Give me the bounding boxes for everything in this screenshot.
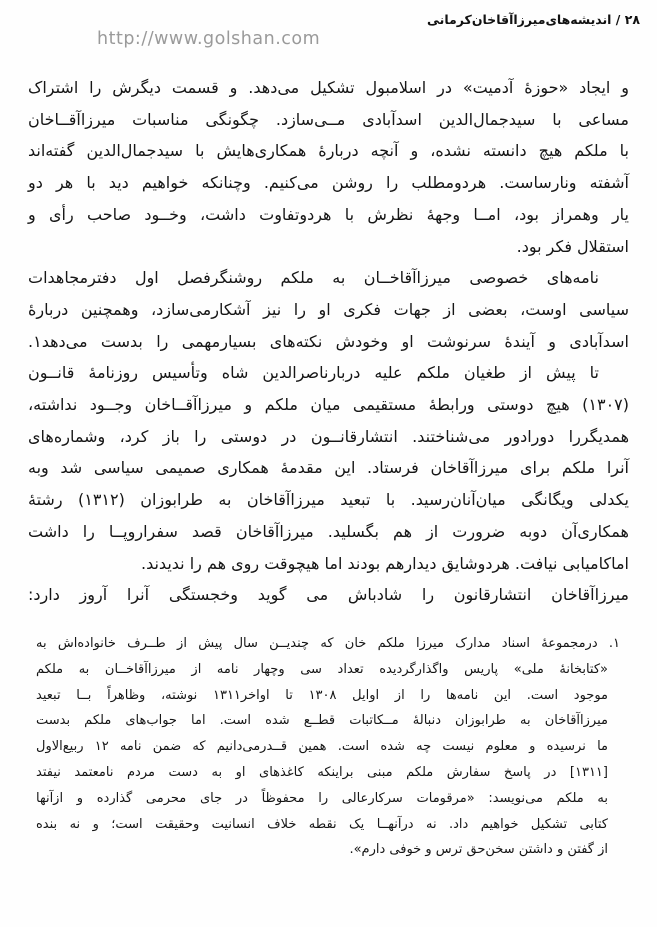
body-line: آشفته ونارساست. هردومطلب را روشن می‌کنیم. وچنانکه خواهیم دید با هر دو bbox=[28, 173, 629, 193]
body-line: میرزاآقاخان انتشارقانون را شادباش می گوید وخجستگی آنرا آروز دارد: bbox=[28, 585, 629, 605]
body-line: مساعی با سیدجمال‌الدین اسدآبادی مــی‌سازد. چگونگی مناسبات میرزاآقــاخان bbox=[28, 109, 629, 129]
footnote-line: به ملکم می‌نویسد: «مرقومات سرکارعالی را محفوظاً در جای محرمی گذارده و ازآنها bbox=[36, 790, 608, 806]
paragraph-2 bbox=[28, 262, 629, 357]
body-line: آنرا ملکم برای میرزاآقاخان فرستاد. این مقدمهٔ همکاری صمیمی سیاسی شد وبه bbox=[28, 458, 629, 478]
footnote-line: ما نرسیده و معلوم نیست چه شده است. همین قــدرمی‌دانیم که ضمن نامه ۱۲ ربیع‌الاول bbox=[36, 739, 608, 755]
body-line: اماکامیابی نیافت. هردوشایق دیدارهم بودند اما هیچوقت روی هم را ندیدند. bbox=[140, 553, 629, 573]
running-head: ۲۸ / اندیشه‌های‌میرزاآقاخان‌کرمانی bbox=[427, 12, 640, 27]
body-line: نامه‌های خصوصی میرزاآقاخــان به ملکم روشنگرفصل اول دفترمجاهدات bbox=[28, 268, 599, 288]
paragraph-1 bbox=[28, 72, 629, 262]
body-line: استقلال فکر بود. bbox=[516, 236, 629, 256]
body-line: یکدلی ویگانگی میان‌آنان‌رسید. با تبعید میرزاآقاخان به طرابوزان (۱۳۱۲) رشتهٔ bbox=[28, 490, 629, 510]
footnote bbox=[36, 631, 620, 863]
footnote-line: میرزاآقاخان به طرابوزان دنبالهٔ مــکاتبات قطــع شده است. اما جواب‌های ملکم بدست bbox=[36, 713, 608, 729]
paragraph-3 bbox=[28, 357, 629, 579]
body-line: و ایجاد «حوزهٔ آدمیت» در اسلامبول تشکیل می‌دهد. و قسمت دیگرش را اشتراک bbox=[28, 78, 629, 97]
footnote-line: کتابی تشکیل خواهیم داد. نه درآنهــا یک نقطه خلاف انسانیت وحقیقت است؛ و نه بنده bbox=[36, 816, 608, 832]
footnote-line: «کتابخانهٔ ملی» پاریس واگذارگردیده تعداد سی وچهار نامه از میرزاآقاخــان به ملکم bbox=[36, 661, 608, 677]
footnote-line: از گفتن و داشتن سخن‌حق ترس و خوفی دارم». bbox=[349, 842, 608, 858]
footnote-line: [۱۳۱۱] در پاسخ سفارش ملکم مبنی براینکه کاغذهای او به دست مردم نامعتمد نیفتد bbox=[36, 764, 608, 780]
body-line: تا پیش از طغیان ملکم علیه دربارناصرالدین شاه وتأسیس روزنامهٔ قانــون bbox=[28, 363, 599, 383]
body-line: همکاری‌آن دوبه ضرورت از هم بگسلید. میرزاآقاخان قصد سفراروپــا را داشت bbox=[28, 521, 629, 541]
body-line: یار وهمراز بود، امــا وجههٔ نظرش با هردوتفاوت داشت، وخــود صاحب رأی و bbox=[28, 204, 629, 224]
watermark-url: http://www.golshan.com bbox=[97, 29, 321, 49]
body-line: با ملکم هیچ دانسته نشده، و آنچه دربارهٔ همکاری‌هایش با سیدجمال‌الدین گفته‌اند bbox=[28, 141, 629, 161]
paragraph-4 bbox=[28, 579, 629, 611]
body-line: (۱۳۰۷) هیچ دوستی ورابطهٔ مستقیمی میان ملکم و میرزاآقــاخان وجــود نداشته، bbox=[28, 395, 629, 415]
body-line: همدیگررا دورادور می‌شناختند. انتشارقانــون در دوستی را باز کرد، وشماره‌های bbox=[28, 426, 629, 446]
body-text bbox=[28, 72, 629, 611]
footnote-line: موجود است. این نامه‌ها را از اوایل ۱۳۰۸ تا اواخر۱۳۱۱ نوشته، وظاهراً بــا تبعید bbox=[36, 687, 609, 703]
footnote-line: ۱. درمجموعهٔ اسناد مدارک میرزا ملکم خان که چندیــن سال پیش از طــرف خانواده‌اش به bbox=[36, 636, 620, 651]
body-line: سیاسی اوست، بعضی از جهات فکری او را نیز آشکارمی‌سازد، وهمچنین دربارهٔ bbox=[28, 299, 629, 319]
body-line: اسدآبادی و آیندهٔ سرنوشت او وخودش نکته‌های بسیارمهمی را بدست می‌دهد۱. bbox=[28, 331, 629, 351]
